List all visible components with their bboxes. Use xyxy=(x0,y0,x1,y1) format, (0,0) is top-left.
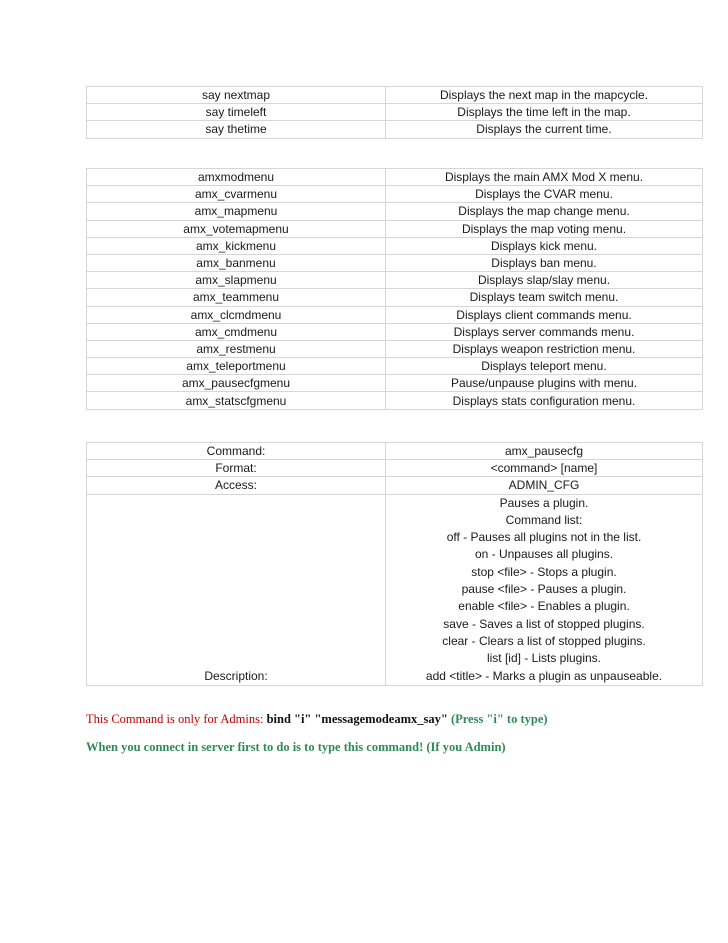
command-name-cell: amx_restmenu xyxy=(87,340,386,357)
description-line: off - Pauses all plugins not in the list. xyxy=(446,530,642,545)
command-name-cell: amx_kickmenu xyxy=(87,237,386,254)
access-label: Access: xyxy=(87,477,386,494)
description-line: Command list: xyxy=(505,512,583,527)
command-description-cell: Displays client commands menu. xyxy=(386,306,703,323)
description-lines xyxy=(386,494,703,685)
description-line: enable <file> - Enables a plugin. xyxy=(458,599,630,614)
table-row xyxy=(87,340,703,357)
command-name-cell: amx_slapmenu xyxy=(87,272,386,289)
table-row xyxy=(87,203,703,220)
command-description-cell: Displays the map voting menu. xyxy=(386,220,703,237)
command-description-cell: Displays slap/slay menu. xyxy=(386,272,703,289)
menu-commands-body xyxy=(87,169,703,410)
format-row xyxy=(87,460,703,477)
command-name-cell: amx_banmenu xyxy=(87,254,386,271)
table-row xyxy=(87,254,703,271)
description-line: pause <file> - Pauses a plugin. xyxy=(461,582,627,597)
description-line: save - Saves a list of stopped plugins. xyxy=(443,616,645,631)
table-row xyxy=(87,289,703,306)
command-description-cell: Displays teleport menu. xyxy=(386,358,703,375)
table-row xyxy=(87,358,703,375)
access-value: ADMIN_CFG xyxy=(386,477,703,494)
description-line: stop <file> - Stops a plugin. xyxy=(471,564,617,579)
command-description-cell: Displays the main AMX Mod X menu. xyxy=(386,169,703,186)
command-description-cell: Displays ban menu. xyxy=(386,254,703,271)
command-name-cell: amx_pausecfgmenu xyxy=(87,375,386,392)
description-label: Description: xyxy=(87,494,386,685)
table-row xyxy=(87,104,703,121)
table-row xyxy=(87,121,703,138)
command-description-cell: Displays stats configuration menu. xyxy=(386,392,703,409)
description-line: on - Unpauses all plugins. xyxy=(474,547,614,562)
command-description-cell: Displays kick menu. xyxy=(386,237,703,254)
command-name-cell: say nextmap xyxy=(87,87,386,104)
command-name-cell: amx_teammenu xyxy=(87,289,386,306)
table-row xyxy=(87,237,703,254)
table-row xyxy=(87,272,703,289)
command-name-cell: amx_cvarmenu xyxy=(87,186,386,203)
description-row xyxy=(87,494,703,685)
table-row xyxy=(87,375,703,392)
table-row xyxy=(87,392,703,409)
admin-bind-command: bind "i" "messagemodeamx_say" xyxy=(266,712,448,726)
command-description-cell: Displays the time left in the map. xyxy=(386,104,703,121)
command-name-cell: amx_statscfgmenu xyxy=(87,392,386,409)
command-name-cell: amx_cmdmenu xyxy=(87,323,386,340)
format-label: Format: xyxy=(87,460,386,477)
command-name-cell: amxmodmenu xyxy=(87,169,386,186)
command-name-cell: say timeleft xyxy=(87,104,386,121)
command-label: Command: xyxy=(87,443,386,460)
command-description-cell: Displays server commands menu. xyxy=(386,323,703,340)
command-detail-table xyxy=(86,442,703,686)
connect-note: When you connect in server first to do is to type this command! (If you Admin) xyxy=(86,740,506,754)
description-line: Pauses a plugin. xyxy=(499,495,589,510)
format-value: <command> [name] xyxy=(386,460,703,477)
access-row xyxy=(87,477,703,494)
table-row xyxy=(87,87,703,104)
table-row xyxy=(87,323,703,340)
command-description-cell: Pause/unpause plugins with menu. xyxy=(386,375,703,392)
say-commands-body xyxy=(87,87,703,139)
command-value: amx_pausecfg xyxy=(386,443,703,460)
command-description-cell: Displays team switch menu. xyxy=(386,289,703,306)
admin-bind-hint: (Press "i" to type) xyxy=(450,712,548,726)
table-row xyxy=(87,186,703,203)
description-line: add <title> - Marks a plugin as unpauseable. xyxy=(425,668,663,683)
command-description-cell: Displays the CVAR menu. xyxy=(386,186,703,203)
command-description-cell: Displays the map change menu. xyxy=(386,203,703,220)
admin-bind-note xyxy=(86,712,548,727)
command-description-cell: Displays the current time. xyxy=(386,121,703,138)
command-row xyxy=(87,443,703,460)
command-name-cell: amx_clcmdmenu xyxy=(87,306,386,323)
command-description-cell: Displays weapon restriction menu. xyxy=(386,340,703,357)
menu-commands-table xyxy=(86,168,703,410)
description-line: list [id] - Lists plugins. xyxy=(486,651,602,666)
command-name-cell: amx_mapmenu xyxy=(87,203,386,220)
command-name-cell: amx_votemapmenu xyxy=(87,220,386,237)
table-row xyxy=(87,169,703,186)
table-row xyxy=(87,220,703,237)
admin-note-prefix: This Command is only for Admins: xyxy=(86,712,264,726)
description-line: clear - Clears a list of stopped plugins. xyxy=(442,633,646,648)
command-description-cell: Displays the next map in the mapcycle. xyxy=(386,87,703,104)
command-name-cell: amx_teleportmenu xyxy=(87,358,386,375)
table-row xyxy=(87,306,703,323)
say-commands-table xyxy=(86,86,703,139)
command-name-cell: say thetime xyxy=(87,121,386,138)
